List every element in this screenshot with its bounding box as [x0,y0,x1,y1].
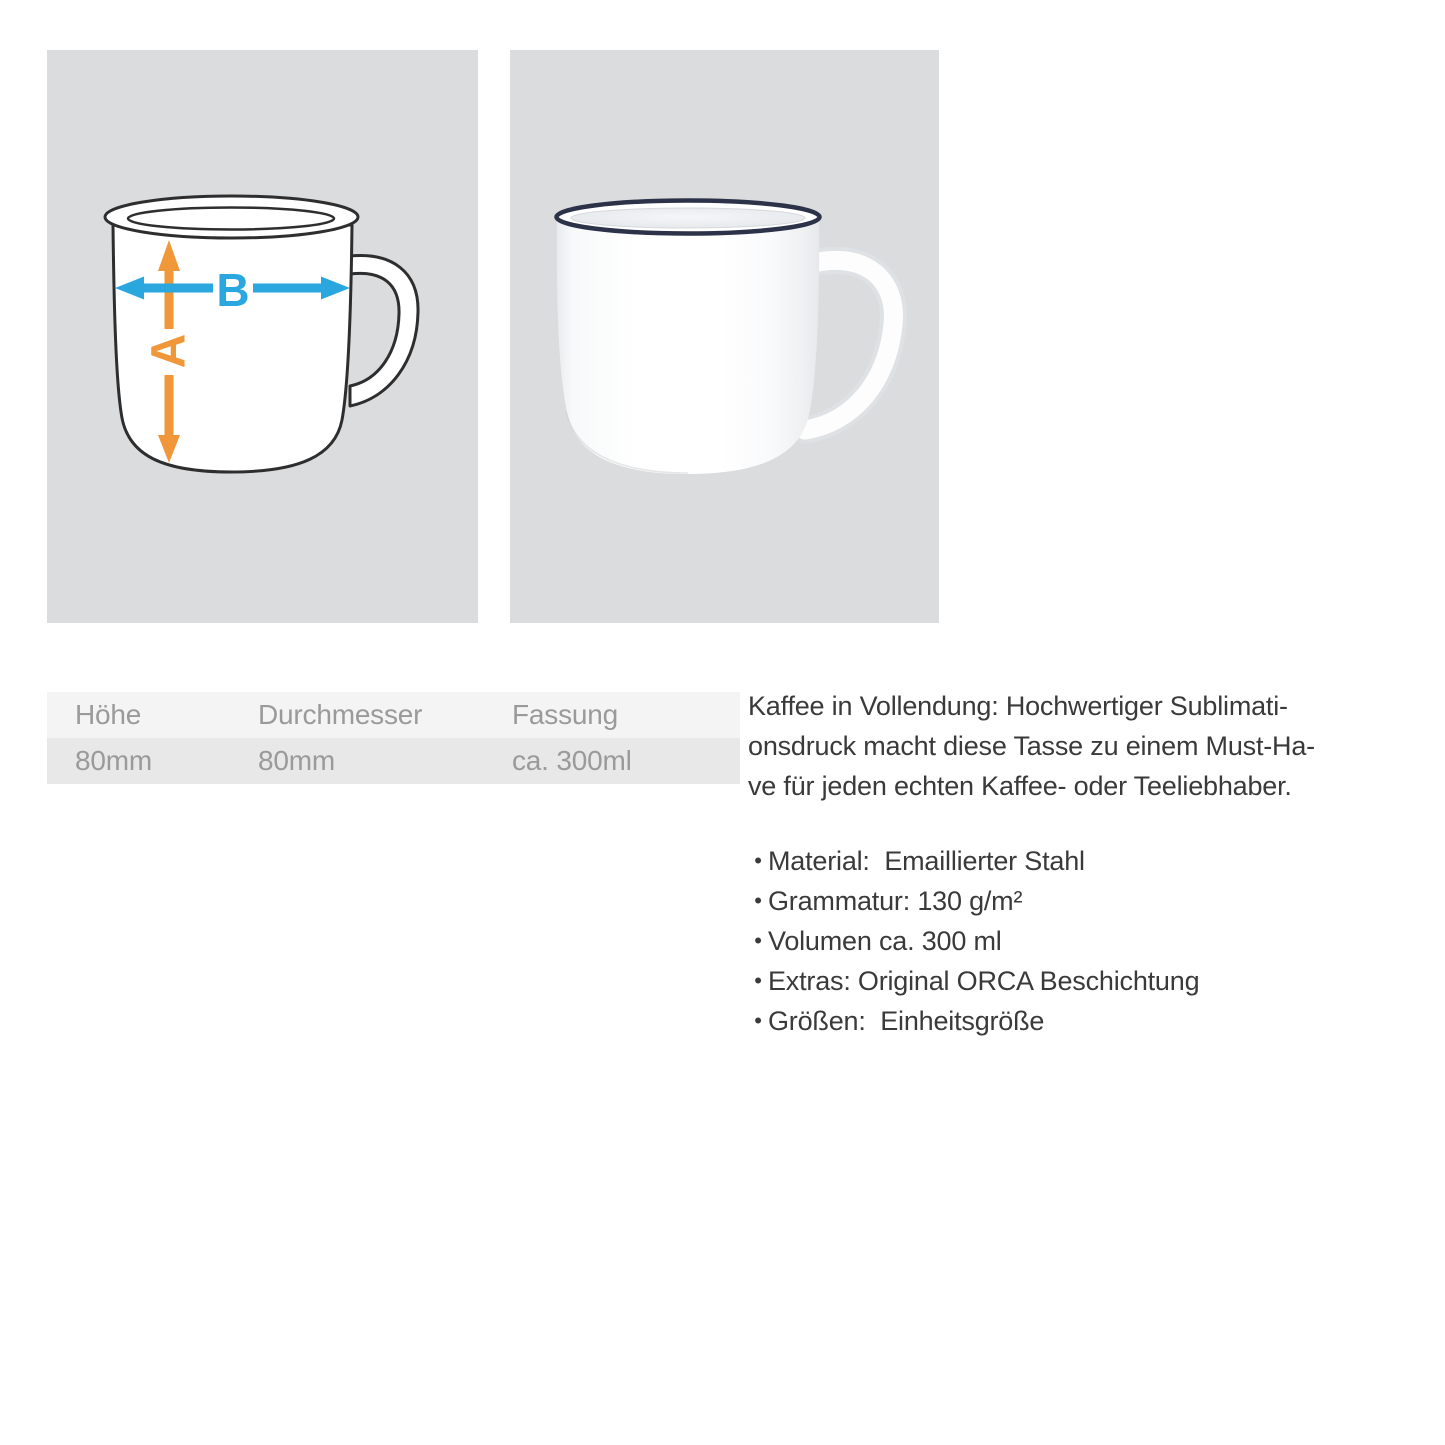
feature-text: Größen: Einheitsgröße [768,1006,1045,1036]
spec-table [47,692,740,784]
product-photo-panel [510,50,939,623]
feature-item-grammatur [748,881,1438,921]
photo-mug-opening [571,208,805,228]
feature-item-groessen [748,1001,1438,1041]
description-paragraph [748,686,1438,806]
feature-item-extras [748,961,1438,1001]
size-diagram-panel [47,50,478,623]
diagram-mug-rim-inner [128,208,334,230]
feature-text: Volumen ca. 300 ml [768,926,1002,956]
bullet-icon: • [754,1008,762,1033]
product-photo-mug [510,50,939,623]
diameter-label: B [216,264,250,316]
spec-value-hoehe: 80mm [75,745,152,776]
height-label: A [142,333,196,369]
description-line: Kaffee in Vollendung: Hochwertiger Sublimati- [748,691,1288,721]
description-line: ve für jeden echten Kaffee- oder Teeliebhaber. [748,771,1292,801]
feature-item-material [748,841,1438,881]
feature-item-volumen [748,921,1438,961]
spec-table-header-row [47,692,740,738]
description-line: onsdruck macht diese Tasse zu einem Must-Ha- [748,731,1315,761]
bullet-icon: • [754,968,762,993]
bullet-icon: • [754,848,762,873]
spec-header-hoehe: Höhe [75,699,142,730]
feature-text: Extras: Original ORCA Beschichtung [768,966,1200,996]
feature-text: Material: Emaillierter Stahl [768,846,1085,876]
spec-table-value-row [47,738,740,784]
spec-value-fassung: ca. 300ml [512,745,632,776]
photo-mug-body [557,218,819,474]
feature-text: Grammatur: 130 g/m² [768,886,1023,916]
spec-header-durchmesser: Durchmesser [258,699,423,730]
feature-list [748,841,1438,1041]
spec-header-fassung: Fassung [512,699,618,730]
mug-size-diagram [47,50,478,623]
bullet-icon: • [754,928,762,953]
bullet-icon: • [754,888,762,913]
spec-value-durchmesser: 80mm [258,745,335,776]
product-description [748,686,1438,1041]
diagram-mug-handle [350,255,418,406]
